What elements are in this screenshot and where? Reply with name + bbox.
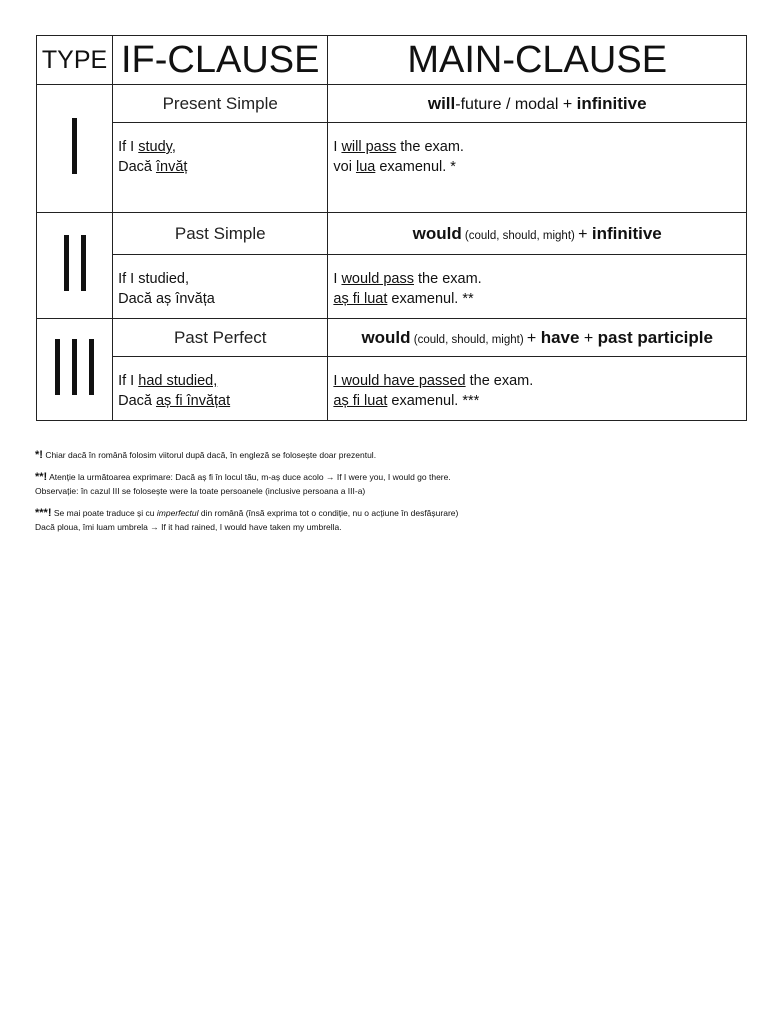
header-type: TYPE bbox=[37, 36, 113, 85]
type-3-if-tense: Past Perfect bbox=[113, 319, 328, 357]
type-2-if-tense: Past Simple bbox=[113, 213, 328, 255]
type-2-if-example: If I studied, Dacă aș învăța bbox=[113, 255, 328, 319]
type-2-main-formula: would (could, should, might) + infinitive bbox=[328, 213, 747, 255]
numeral-stroke bbox=[81, 235, 86, 291]
type-3-numeral bbox=[37, 319, 113, 421]
footnote-1: *! Chiar dacă în română folosim viitorul după dacă, în engleză se folosește doar prezentul. bbox=[35, 449, 377, 461]
type-1-numeral bbox=[37, 85, 113, 213]
footnote-2: **! Atenție la următoarea exprimare: Dacă aș fi în locul tău, m-aș duce acolo → If I were you, I would go there. Observație: în cazul III se folosește were la toate persoanele (inclusive persoana a III-a) bbox=[35, 471, 451, 496]
numeral-stroke bbox=[64, 235, 69, 291]
type-1-example-row bbox=[37, 123, 747, 213]
conditionals-table bbox=[36, 35, 747, 421]
header-if-clause: IF-CLAUSE bbox=[113, 36, 328, 85]
numeral-stroke bbox=[72, 118, 77, 174]
numeral-stroke bbox=[55, 339, 60, 395]
type-1-if-tense: Present Simple bbox=[113, 85, 328, 123]
footnote-3: ***! Se mai poate traduce și cu imperfectul din română (însă exprima tot o condiție, nu o acțiune în desfășurare) Dacă ploua, îmi luam umbrela → If it had rained, I would have taken my umbrella. bbox=[35, 507, 459, 532]
type-2-example-row bbox=[37, 255, 747, 319]
header-main-clause: MAIN-CLAUSE bbox=[328, 36, 747, 85]
type-3-formula-row bbox=[37, 319, 747, 357]
numeral-stroke bbox=[89, 339, 94, 395]
type-1-main-example: I will pass the exam. voi lua examenul. * bbox=[328, 123, 747, 213]
header-row bbox=[37, 36, 747, 85]
type-1-formula-row bbox=[37, 85, 747, 123]
type-3-example-row bbox=[37, 357, 747, 421]
type-1-if-example: If I study, Dacă învăț bbox=[113, 123, 328, 213]
type-2-formula-row bbox=[37, 213, 747, 255]
type-2-main-example: I would pass the exam. aș fi luat examenul. ** bbox=[328, 255, 747, 319]
type-3-main-example: I would have passed the exam. aș fi luat examenul. *** bbox=[328, 357, 747, 421]
type-3-main-formula: would (could, should, might) + have + past participle bbox=[328, 319, 747, 357]
type-2-numeral bbox=[37, 213, 113, 319]
type-1-main-formula: will-future / modal + infinitive bbox=[328, 85, 747, 123]
type-3-if-example: If I had studied, Dacă aș fi învățat bbox=[113, 357, 328, 421]
footnotes bbox=[35, 448, 745, 542]
numeral-stroke bbox=[72, 339, 77, 395]
